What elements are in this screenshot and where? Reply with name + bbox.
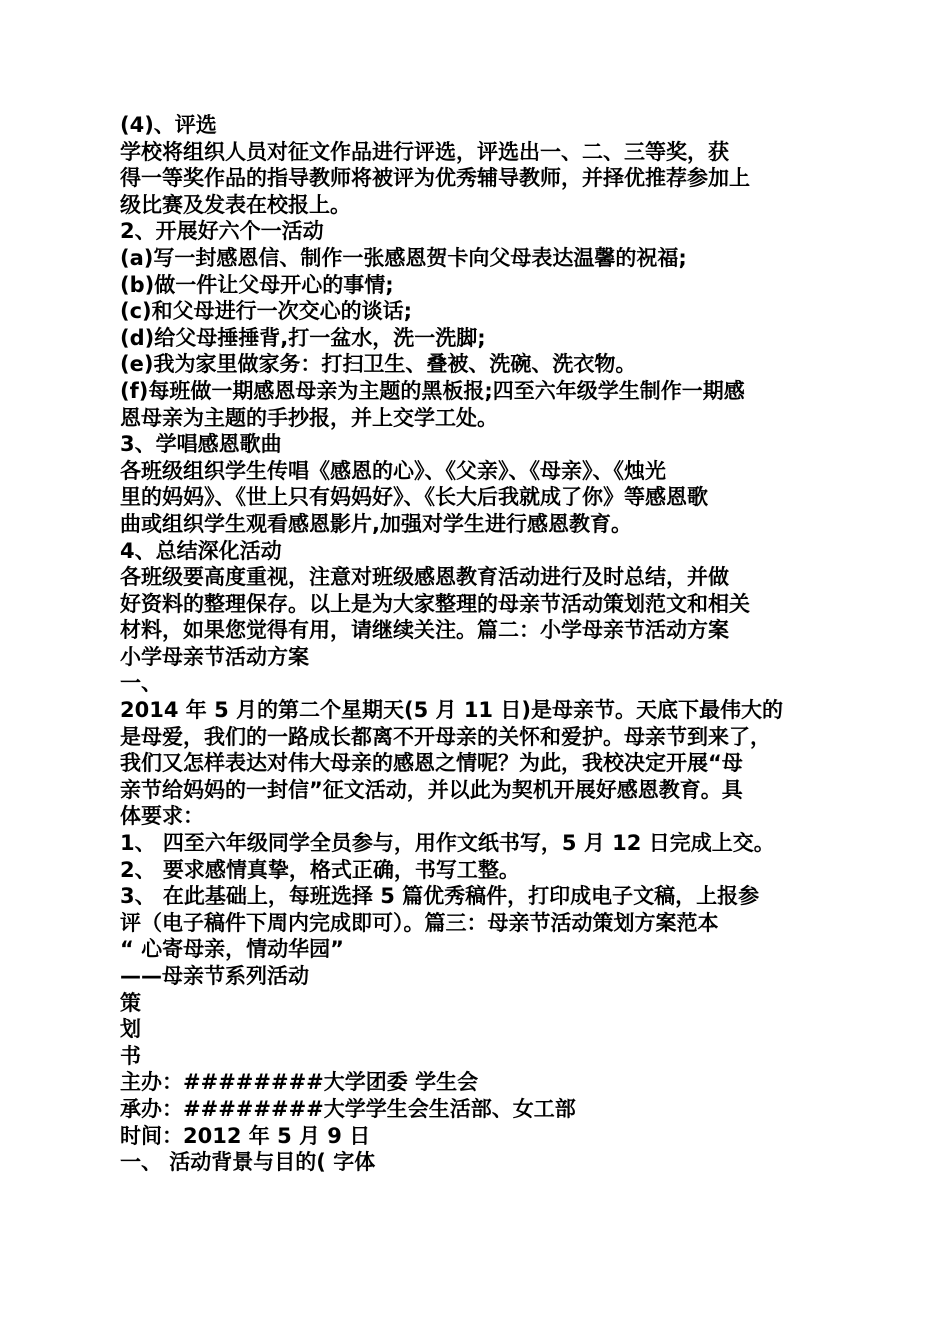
section-heading-2: 2、开展好六个一活动	[120, 219, 324, 244]
sub-title: 小学母亲节活动方案	[120, 644, 309, 669]
requirement-item-3: 3、 在此基础上，每班选择 5 篇优秀稿件，打印成电子文稿，上报参	[120, 884, 760, 909]
paragraph-line: 级比赛及发表在校报上。	[120, 192, 351, 217]
paragraph-line: 得一等奖作品的指导教师将被评为优秀辅导教师，并择优推荐参加上	[120, 166, 750, 191]
event-slogan: “ 心寄母亲，情动华园”	[120, 937, 344, 962]
list-item-f: (f)每班做一期感恩母亲为主题的黑板报;四至六年级学生制作一期感	[120, 378, 745, 403]
list-item-c: (c)和父母进行一次交心的谈话;	[120, 299, 413, 324]
paragraph-line: 亲节给妈妈的一封信”征文活动，并以此为契机开展好感恩教育。具	[120, 777, 743, 802]
section-heading-4-selection: (4)、评选	[120, 113, 217, 137]
requirement-item-1: 1、 四至六年级同学全员参与，用作文纸书写，5 月 12 日完成上交。	[120, 831, 775, 856]
paragraph-line: 体要求：	[120, 804, 204, 829]
date-line: 时间：2012 年 5 月 9 日	[120, 1123, 371, 1148]
paragraph-line: 评（电子稿件下周内完成即可）。篇三：母亲节活动策划方案范本	[120, 910, 719, 935]
co-organizer-line: 承办：########大学学生会生活部、女工部	[120, 1096, 576, 1121]
section-heading-3: 3、学唱感恩歌曲	[120, 432, 282, 457]
list-item-d: (d)给父母捶捶背,打一盆水，洗一洗脚;	[120, 325, 486, 350]
paragraph-line: 各班级要高度重视，注意对班级感恩教育活动进行及时总结，并做	[120, 565, 729, 590]
organizer-line: 主办：########大学团委 学生会	[120, 1070, 479, 1095]
paragraph-line: 好资料的整理保存。以上是为大家整理的母亲节活动策划范文和相关	[120, 591, 750, 616]
section-number: 一、	[120, 671, 162, 696]
paragraph-line: 材料，如果您觉得有用，请继续关注。篇二：小学母亲节活动方案	[120, 618, 729, 643]
vertical-title-char: 书	[120, 1043, 141, 1068]
list-item-e: (e)我为家里做家务：打扫卫生、叠被、洗碗、洗衣物。	[120, 352, 637, 377]
paragraph-line: 曲或组织学生观看感恩影片,加强对学生进行感恩教育。	[120, 511, 632, 536]
paragraph-line: 是母爱，我们的一路成长都离不开母亲的关怀和爱护。母亲节到来了，	[120, 724, 771, 749]
vertical-title-char: 策	[120, 990, 141, 1015]
paragraph-line: 学校将组织人员对征文作品进行评选，评选出一、二、三等奖，获	[120, 139, 729, 164]
list-item-a: (a)写一封感恩信、制作一张感恩贺卡向父母表达温馨的祝福;	[120, 245, 687, 270]
document-page	[120, 112, 850, 1176]
paragraph-line: 各班级组织学生传唱《感恩的心》、《父亲》、《母亲》、《烛光	[120, 458, 666, 483]
paragraph-line: 恩母亲为主题的手抄报，并上交学工处。	[120, 405, 498, 430]
paragraph-line: 我们又怎样表达对伟大母亲的感恩之情呢？为此，我校决定开展“母	[120, 751, 743, 776]
paragraph-line: 里的妈妈》、《世上只有妈妈好》、《长大后我就成了你》等感恩歌	[120, 485, 708, 510]
section-heading-background: 一、 活动背景与目的( 字体	[120, 1150, 376, 1175]
event-subtitle: ——母亲节系列活动	[120, 964, 309, 988]
requirement-item-2: 2、 要求感情真挚，格式正确，书写工整。	[120, 857, 520, 882]
section-heading-4: 4、总结深化活动	[120, 538, 282, 563]
paragraph-line: 2014 年 5 月的第二个星期天(5 月 11 日)是母亲节。天底下最伟大的	[120, 698, 783, 723]
vertical-title-char: 划	[120, 1017, 141, 1042]
list-item-b: (b)做一件让父母开心的事情;	[120, 272, 394, 297]
